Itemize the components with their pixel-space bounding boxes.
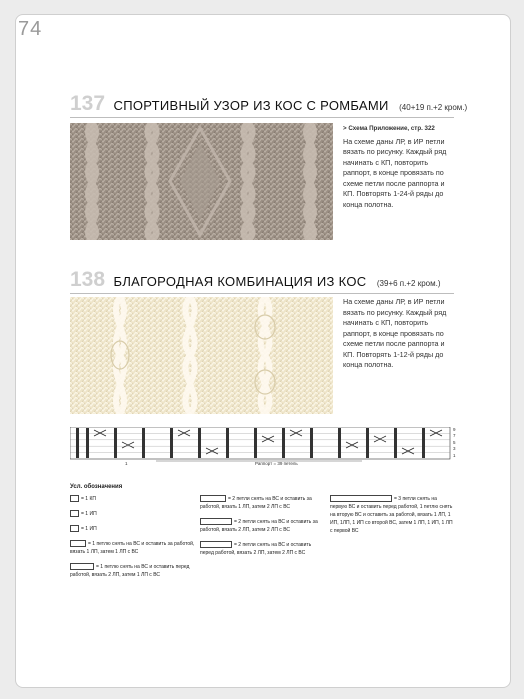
legend-item — [200, 495, 325, 511]
purl-stitch-alt-icon — [70, 525, 79, 532]
pattern-138-number: 138 — [70, 268, 106, 291]
cable-2-2-front-icon — [200, 541, 232, 548]
pattern-137-number: 137 — [70, 92, 106, 115]
divider-138 — [70, 293, 454, 294]
legend-text: = 2 петли снять на ВС и оставить перед работой, вязать 2 ЛП, затем 2 ЛП с ВС — [200, 542, 312, 556]
legend-column-1 — [70, 495, 200, 586]
row-number: 9 — [453, 427, 456, 432]
pattern-138-title: БЛАГОРОДНАЯ КОМБИНАЦИЯ ИЗ КОС — [113, 274, 367, 289]
legend-item — [70, 510, 200, 518]
pattern-137-spec: (40+19 п.+2 кром.) — [399, 103, 468, 112]
knit-stitch-icon — [70, 495, 79, 502]
legend-item — [70, 540, 200, 556]
legend-text: = 1 ИП — [81, 526, 97, 532]
pattern-137-photo — [70, 123, 333, 240]
legend-item — [70, 563, 200, 579]
cable-2-2-back-icon — [200, 518, 232, 525]
pattern-138-heading — [70, 268, 440, 292]
knitting-chart — [70, 427, 460, 472]
pattern-137-heading — [70, 92, 467, 116]
row-number: 3 — [453, 446, 456, 452]
row-number: 5 — [453, 439, 456, 445]
pattern-138-spec: (39+6 п.+2 кром.) — [376, 279, 441, 288]
legend-text: = 1 петлю снять на ВС и оставить перед работой, вязать 2 ЛП, затем 1 ЛП с ВС — [70, 564, 190, 578]
cable-2-1-icon — [200, 495, 226, 502]
legend-item — [200, 541, 325, 557]
chart-rapport-label: Раппорт = 39 петель — [255, 461, 298, 466]
row-number: 1 — [453, 452, 456, 458]
pattern-137-title: СПОРТИВНЫЙ УЗОР ИЗ КОС С РОМБАМИ — [113, 98, 389, 113]
chart-row-numbers — [453, 427, 456, 459]
legend-item — [200, 518, 325, 534]
legend-item — [70, 525, 200, 533]
cable-right-icon — [70, 563, 94, 570]
legend-text: = 3 петли снять на первую ВС и оставить перед работой, 1 петлю снять на вторую ВС и оставить за работой, вязать 1 ЛП, 1 ИП, 1ЛП, 1 ИП со второй ВС, затем 1 ЛП, 1 ИП, 1 ЛП с первой ВС — [330, 496, 453, 534]
legend-item — [70, 495, 200, 503]
pattern-138-description: На схеме даны ЛР, в ИР петли вязать по рисунку. Каждый ряд начинать с КП, повторить раппорт, в конце провязать по схеме петли после раппорта и КП. Повторять 1-12-й ряды до конца полотна. — [343, 297, 447, 369]
page-number: 74 — [18, 18, 43, 40]
legend-text: = 1 ИП — [81, 511, 97, 517]
cable-complex-icon — [330, 495, 392, 502]
pattern-137-reference: > Схема Приложение, стр. 322 — [343, 125, 435, 132]
pattern-137-text: На схеме даны ЛР, в ИР петли вязать по рисунку. Каждый ряд начинать с КП, повторить раппорт, в конце провязать по схеме петли после раппорта и КП. Повторять 1-24-й ряды до конца полотна. — [343, 136, 447, 209]
legend-text: = 1 КП — [81, 496, 96, 502]
legend-column-3 — [330, 495, 455, 542]
pattern-138-photo — [70, 297, 333, 414]
pattern-137-description — [343, 124, 455, 210]
row-number: 7 — [453, 433, 456, 439]
legend-item — [330, 495, 455, 535]
legend-text: = 2 петли снять на ВС и оставить за работой, вязать 1 ЛП, затем 2 ЛП с ВС — [200, 496, 312, 510]
legend-column-2 — [200, 495, 325, 564]
legend-text: = 2 петли снять на ВС и оставить за работой, вязать 2 ЛП, затем 2 ЛП с ВС — [200, 519, 318, 533]
legend-title: Усл. обозначения — [70, 484, 123, 490]
chart-col-number: 1 — [125, 461, 128, 466]
cable-left-icon — [70, 540, 86, 547]
divider-137 — [70, 117, 454, 118]
legend-text: = 1 петлю снять на ВС и оставить за работой, вязать 1 ЛП, затем 1 ЛП с ВС — [70, 541, 195, 555]
purl-stitch-icon — [70, 510, 79, 517]
